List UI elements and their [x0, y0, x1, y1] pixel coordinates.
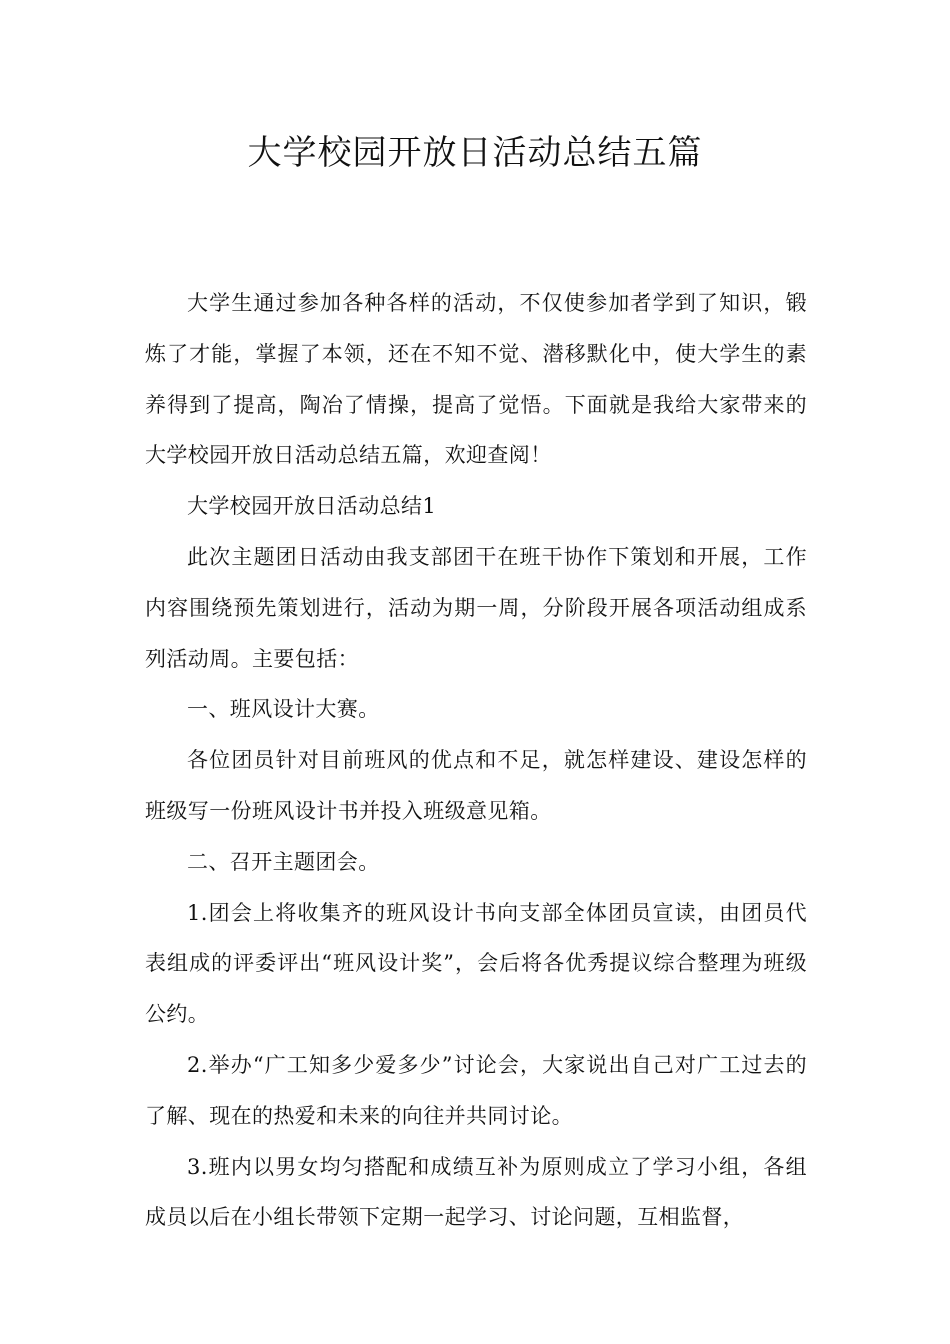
list-item: 2.举办“广工知多少爱多少”讨论会，大家说出自己对广工过去的了解、现在的热爱和未来的向往并共同讨论。 — [145, 1052, 807, 1128]
paragraph: 各位团员针对目前班风的优点和不足，就怎样建设、建设怎样的班级写一份班风设计书并投入班级意见箱。 — [145, 748, 807, 823]
subheading-class-style-contest: 一、班风设计大赛。 — [187, 697, 380, 722]
paragraph: 此次主题团日活动由我支部团干在班干协作下策划和开展，工作内容围绕预先策划进行，活动为期一周，分阶段开展各项活动组成系列活动周。主要包括： — [145, 544, 807, 671]
document-body — [145, 278, 807, 1243]
document-title: 大学校园开放日活动总结五篇 — [247, 133, 703, 173]
paragraph-intro: 大学生通过参加各种各样的活动，不仅使参加者学到了知识，锻炼了才能，掌握了本领，还在不知不觉、潜移默化中，使大学生的素养得到了提高，陶冶了情操，提高了觉悟。下面就是我给大家带来的大学校园开放日活动总结五篇，欢迎查阅！ — [145, 291, 807, 468]
subheading-theme-meeting: 二、召开主题团会。 — [187, 849, 380, 874]
list-item: 1.团会上将收集齐的班风设计书向支部全体团员宣读，由团员代表组成的评委评出“班风设计奖”，会后将各优秀提议综合整理为班级公约。 — [145, 900, 807, 1027]
list-item: 3.班内以男女均匀搭配和成绩互补为原则成立了学习小组，各组成员以后在小组长带领下定期一起学习、讨论问题，互相监督， — [145, 1154, 807, 1230]
section-heading-1: 大学校园开放日活动总结1 — [187, 494, 437, 519]
